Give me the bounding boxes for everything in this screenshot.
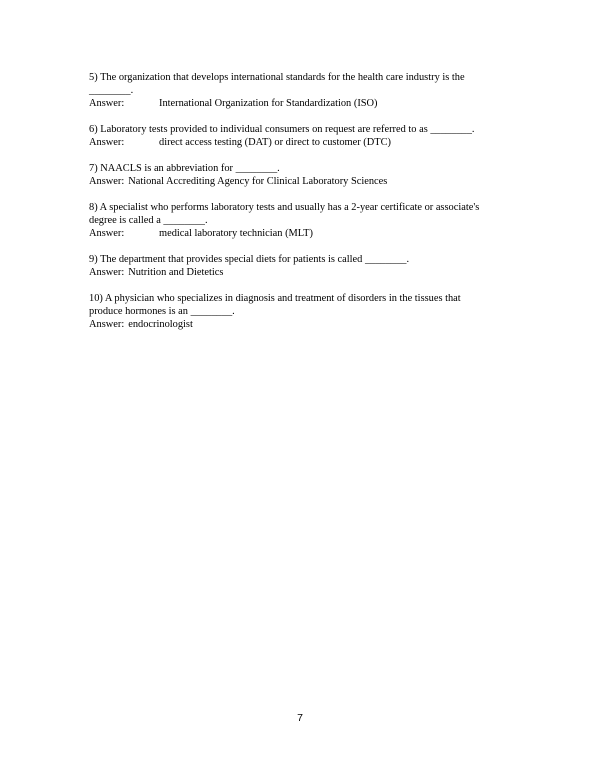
answer-text: endocrinologist — [128, 319, 193, 330]
question-text-line: 9) The department that provides special diets for patients is called ________. — [89, 254, 410, 265]
question-text-line: produce hormones is an ________. — [89, 306, 235, 317]
question-text-line: ________. — [89, 85, 134, 96]
question-5 — [89, 71, 519, 110]
question-text-line: 6) Laboratory tests provided to individual consumers on request are referred to as ________. — [89, 124, 475, 135]
answer-text: International Organization for Standardization (ISO) — [159, 98, 378, 109]
question-text-line: 5) The organization that develops international standards for the health care industry is the — [89, 72, 465, 83]
question-text-line: 7) NAACLS is an abbreviation for ________. — [89, 163, 280, 174]
question-10 — [89, 292, 519, 331]
answer-label: Answer: — [89, 228, 125, 239]
page-number: 7 — [297, 712, 303, 724]
answer-label: Answer: — [89, 267, 125, 278]
question-8 — [89, 201, 519, 240]
answer-line — [89, 175, 519, 188]
question-text-line: 8) A specialist who performs laboratory tests and usually has a 2-year certificate or associate's — [89, 202, 480, 213]
question-list — [89, 71, 519, 344]
answer-label: Answer: — [89, 176, 125, 187]
answer-label: Answer: — [89, 137, 125, 148]
answer-line — [89, 227, 519, 240]
question-text-line: 10) A physician who specializes in diagnosis and treatment of disorders in the tissues that — [89, 293, 461, 304]
answer-label: Answer: — [89, 319, 125, 330]
answer-line — [89, 318, 519, 331]
question-6 — [89, 123, 519, 149]
answer-text: Nutrition and Dietetics — [128, 267, 224, 278]
answer-text: medical laboratory technician (MLT) — [159, 228, 313, 239]
answer-line — [89, 97, 519, 110]
answer-text: National Accrediting Agency for Clinical Laboratory Sciences — [128, 176, 388, 187]
answer-line — [89, 136, 519, 149]
question-9 — [89, 253, 519, 279]
answer-line — [89, 266, 519, 279]
answer-label: Answer: — [89, 98, 125, 109]
answer-text: direct access testing (DAT) or direct to customer (DTC) — [159, 137, 391, 148]
question-text-line: degree is called a ________. — [89, 215, 208, 226]
question-7 — [89, 162, 519, 188]
